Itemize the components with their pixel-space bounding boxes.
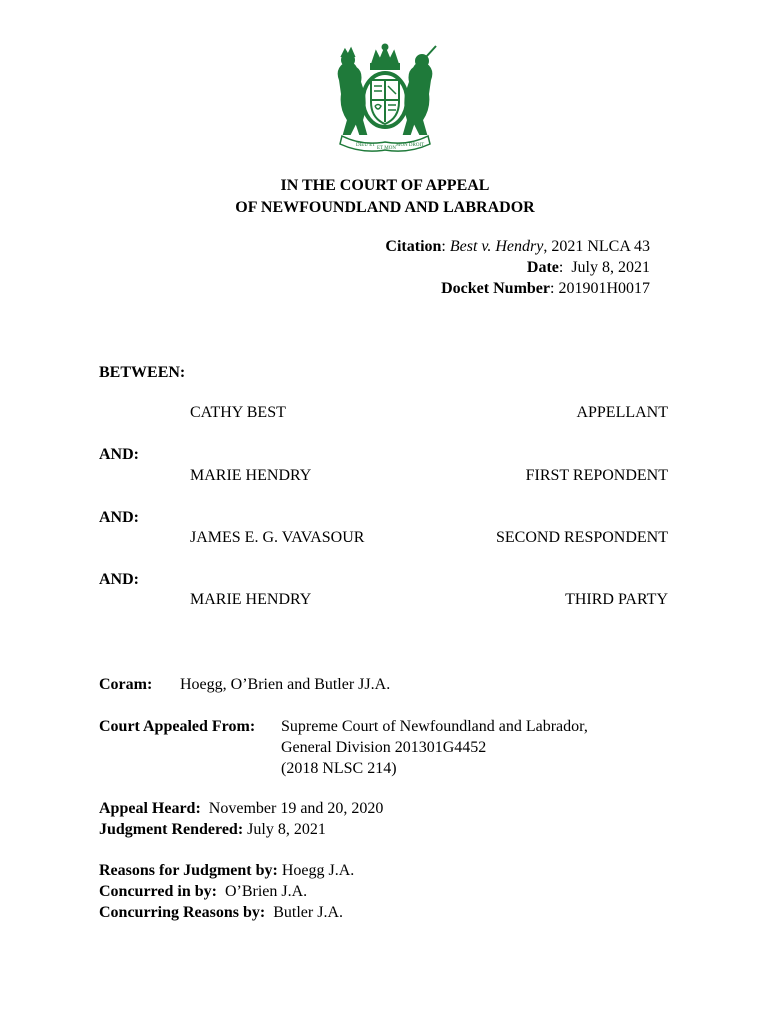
coram-label: Coram: [99,676,153,693]
party-role: FIRST REPONDENT [525,467,668,484]
judgment-rendered-value: July 8, 2021 [247,821,326,838]
concurred-label: Concurred in by: [99,883,217,900]
between-label: BETWEEN: [99,364,186,381]
court-title [0,175,770,219]
citation-ref: , 2021 NLCA 43 [543,238,650,255]
appealed-from-line: (2018 NLSC 214) [281,760,397,777]
appeal-heard-line [99,798,383,819]
court-title-line2: OF NEWFOUNDLAND AND LABRADOR [235,199,535,216]
citation-block [385,236,650,299]
royal-coat-of-arms-icon [322,42,448,154]
and-label: AND: [99,509,139,526]
court-title-line1: IN THE COURT OF APPEAL [280,177,490,194]
concurred-value: O’Brien J.A. [224,883,308,900]
citation-case: Best v. Hendry [449,238,544,255]
appeal-heard-value: November 19 and 20, 2020 [208,800,384,817]
judgment-rendered-label: Judgment Rendered: [99,821,244,838]
crest-motto-right: MON DROIT [396,143,425,148]
reasons-label: Reasons for Judgment by: [99,862,278,879]
reasons-block [99,860,354,923]
party-role: SECOND RESPONDENT [495,529,668,546]
docket-value: : 201901H0017 [550,280,650,297]
party-name: JAMES E. G. VAVASOUR [190,529,365,546]
crest-motto-ribbon: ET MON [377,146,396,151]
docket-label: Docket Number [441,280,550,297]
appealed-from-line: General Division 201301G4452 [281,739,487,756]
and-label: AND: [99,571,139,588]
party-name: CATHY BEST [190,404,286,421]
crest-motto-left: DIEU ET [356,143,376,148]
citation-line: Citation: Best v. Hendry, 2021 NLCA 43 [385,238,650,255]
appeal-heard-label: Appeal Heard: [99,800,201,817]
date-value: July 8, 2021 [563,259,650,276]
docket-line [385,278,650,299]
party-row-2 [190,465,668,486]
party-row-1 [190,402,668,423]
judgment-rendered-line [99,819,383,840]
concurred-line [99,881,354,902]
hearing-block [99,798,383,840]
party-role: APPELLANT [576,404,668,421]
party-role: THIRD PARTY [565,591,668,608]
and-label: AND: [99,446,139,463]
party-row-3 [190,527,668,548]
citation-label: Citation [385,238,442,255]
concurring-value: Butler J.A. [273,904,344,921]
date-line: Date: July 8, 2021 [526,259,650,276]
appealed-from-line: Supreme Court of Newfoundland and Labrador, [281,718,588,735]
coram-value: Hoegg, O’Brien and Butler JJ.A. [180,676,391,693]
concurring-line [99,902,354,923]
reasons-line [99,860,354,881]
concurring-label: Concurring Reasons by: [99,904,266,921]
party-name: MARIE HENDRY [190,591,312,608]
appealed-from-label: Court Appealed From: [99,718,256,735]
reasons-value: Hoegg J.A. [281,862,355,879]
date-label: Date [526,259,559,276]
party-name: MARIE HENDRY [190,467,312,484]
appealed-from-value [281,716,588,779]
party-row-4 [190,589,668,610]
